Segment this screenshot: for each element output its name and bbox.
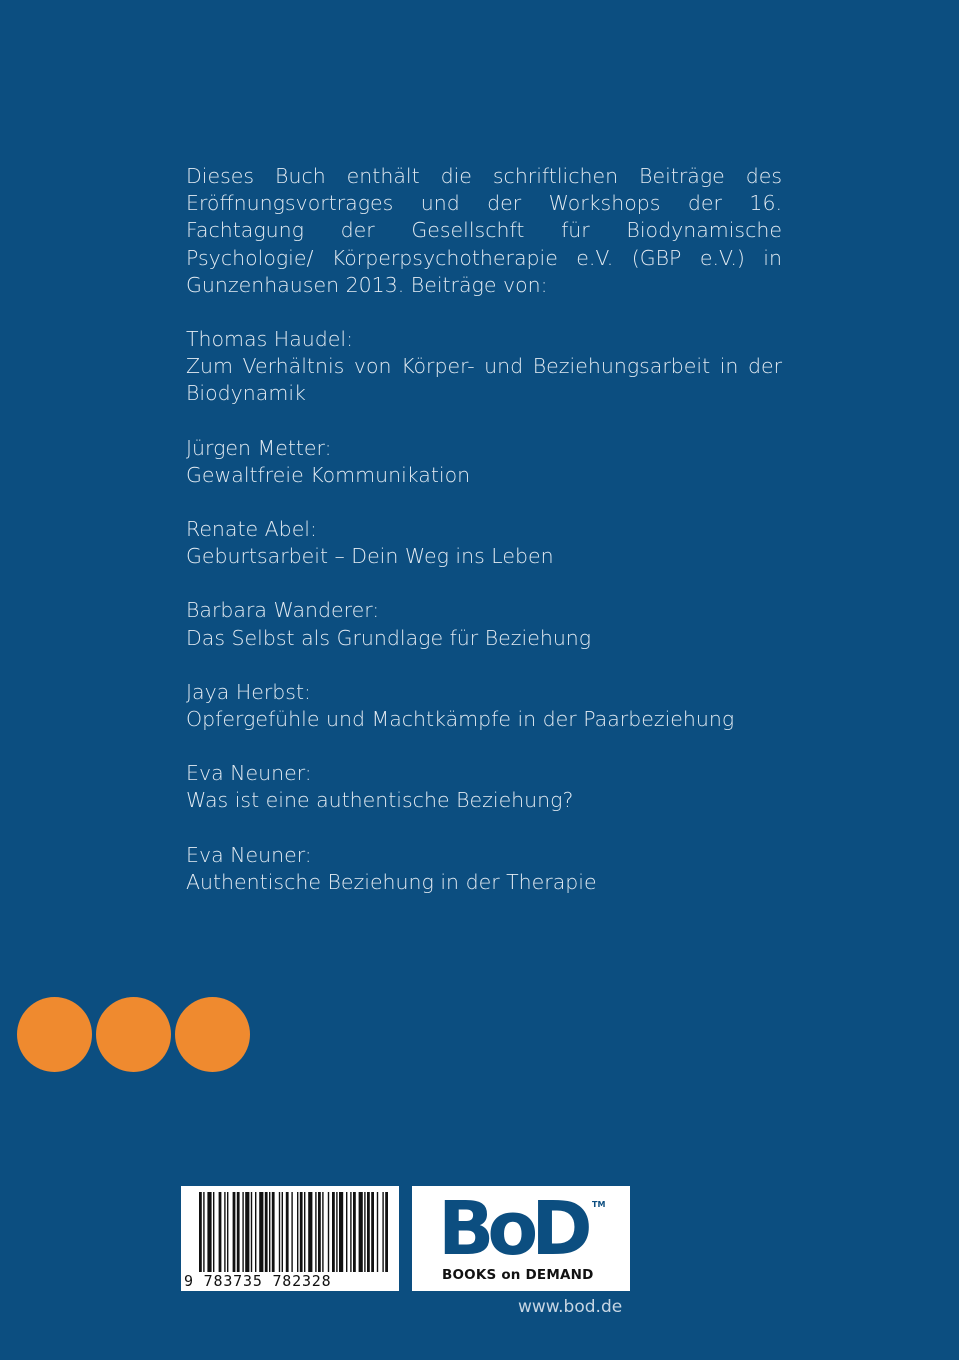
bod-logo	[438, 1186, 586, 1272]
publisher-tagline: BOOKS on DEMAND	[442, 1267, 594, 1283]
publisher-logo-box	[412, 1186, 630, 1291]
contribution-title: Zum Verhältnis von Körper- und Beziehungsarbeit in der Biodynamik	[186, 354, 782, 406]
bod-logo-text: BoD	[438, 1186, 586, 1272]
contribution-entry	[186, 679, 782, 733]
contribution-entry	[186, 435, 782, 489]
contribution-entry	[186, 760, 782, 814]
barcode-bar	[269, 1192, 270, 1272]
barcode-bar	[364, 1192, 365, 1272]
orange-dot	[175, 997, 250, 1072]
barcode-bar	[255, 1192, 256, 1272]
barcode-bar	[336, 1192, 337, 1272]
contribution-author: Eva Neuner:	[186, 761, 312, 786]
trademark-mark: TM	[592, 1200, 606, 1209]
barcode-bar	[233, 1192, 236, 1272]
barcode-bar	[203, 1192, 204, 1272]
contribution-author: Renate Abel:	[186, 517, 317, 542]
barcode-bar	[371, 1192, 374, 1272]
barcode-bar	[339, 1192, 343, 1272]
barcode-bar	[227, 1192, 228, 1272]
barcode-bar	[213, 1192, 214, 1272]
contribution-author: Eva Neuner:	[186, 842, 312, 867]
barcode-bar	[272, 1192, 275, 1272]
barcode-bar	[308, 1192, 312, 1272]
barcode-bar	[199, 1192, 202, 1272]
contribution-author: Barbara Wanderer:	[186, 598, 380, 623]
contribution-entry	[186, 516, 782, 570]
barcode-bar	[297, 1192, 298, 1272]
contribution-title: Geburtsarbeit – Dein Weg ins Leben	[186, 544, 554, 569]
barcode-bar	[332, 1192, 335, 1272]
orange-dot	[96, 997, 171, 1072]
contribution-title: Authentische Beziehung in der Therapie	[186, 869, 597, 894]
barcode-bar	[242, 1192, 243, 1272]
barcode-bar	[382, 1192, 383, 1272]
barcode-bar	[350, 1192, 351, 1272]
contribution-author: Thomas Haudel:	[186, 327, 353, 352]
back-cover-text	[186, 163, 782, 923]
contribution-entry	[186, 326, 782, 408]
contribution-author: Jürgen Metter:	[186, 435, 332, 460]
publisher-url: www.bod.de	[518, 1297, 623, 1317]
barcode-bar	[259, 1192, 263, 1272]
contribution-title: Gewaltfreie Kommunikation	[186, 462, 471, 487]
barcode-bar	[224, 1192, 225, 1272]
barcode-bar	[353, 1192, 356, 1272]
barcode-bar	[359, 1192, 363, 1272]
contribution-title: Opfergefühle und Machtkämpfe in der Paarbeziehung	[186, 707, 735, 732]
barcode-bar	[322, 1192, 323, 1272]
barcode-bar	[251, 1192, 252, 1272]
barcode-bar	[207, 1192, 211, 1272]
barcode-bar	[318, 1192, 321, 1272]
barcode-bar	[265, 1192, 268, 1272]
barcode-bar	[328, 1192, 329, 1272]
barcode-bar	[304, 1192, 305, 1272]
contribution-title: Das Selbst als Grundlage für Beziehung	[186, 625, 592, 650]
barcode-bar	[219, 1192, 222, 1272]
orange-dot	[17, 997, 92, 1072]
isbn-barcode	[181, 1186, 399, 1291]
barcode-bar	[291, 1192, 292, 1272]
barcode-bar	[367, 1192, 370, 1272]
barcode-bar	[282, 1192, 283, 1272]
barcode-bar	[279, 1192, 280, 1272]
barcode-bar	[315, 1192, 316, 1272]
barcode-bar	[237, 1192, 240, 1272]
barcode-bar	[385, 1192, 388, 1272]
barcode-bar	[377, 1192, 378, 1272]
barcode-bar	[300, 1192, 303, 1272]
contribution-title: Was ist eine authentische Beziehung?	[186, 788, 574, 813]
barcode-bar	[346, 1192, 347, 1272]
intro-paragraph: Dieses Buch enthält die schriftlichen Beiträge des Eröffnungsvortrages und der Workshops der 16. Fachtagung der Gesellschft für Biodynamische Psychologie/ Körperpsychotherapie e.V. (GBP e.V.) in Gunzenhausen 2013. Beiträge von:	[186, 164, 782, 297]
contribution-entry	[186, 597, 782, 651]
barcode-bar	[286, 1192, 289, 1272]
barcode-bar	[245, 1192, 249, 1272]
contribution-author: Jaya Herbst:	[186, 679, 311, 704]
isbn-number: 9 783735 782328	[184, 1273, 396, 1289]
contribution-entry	[186, 842, 782, 896]
